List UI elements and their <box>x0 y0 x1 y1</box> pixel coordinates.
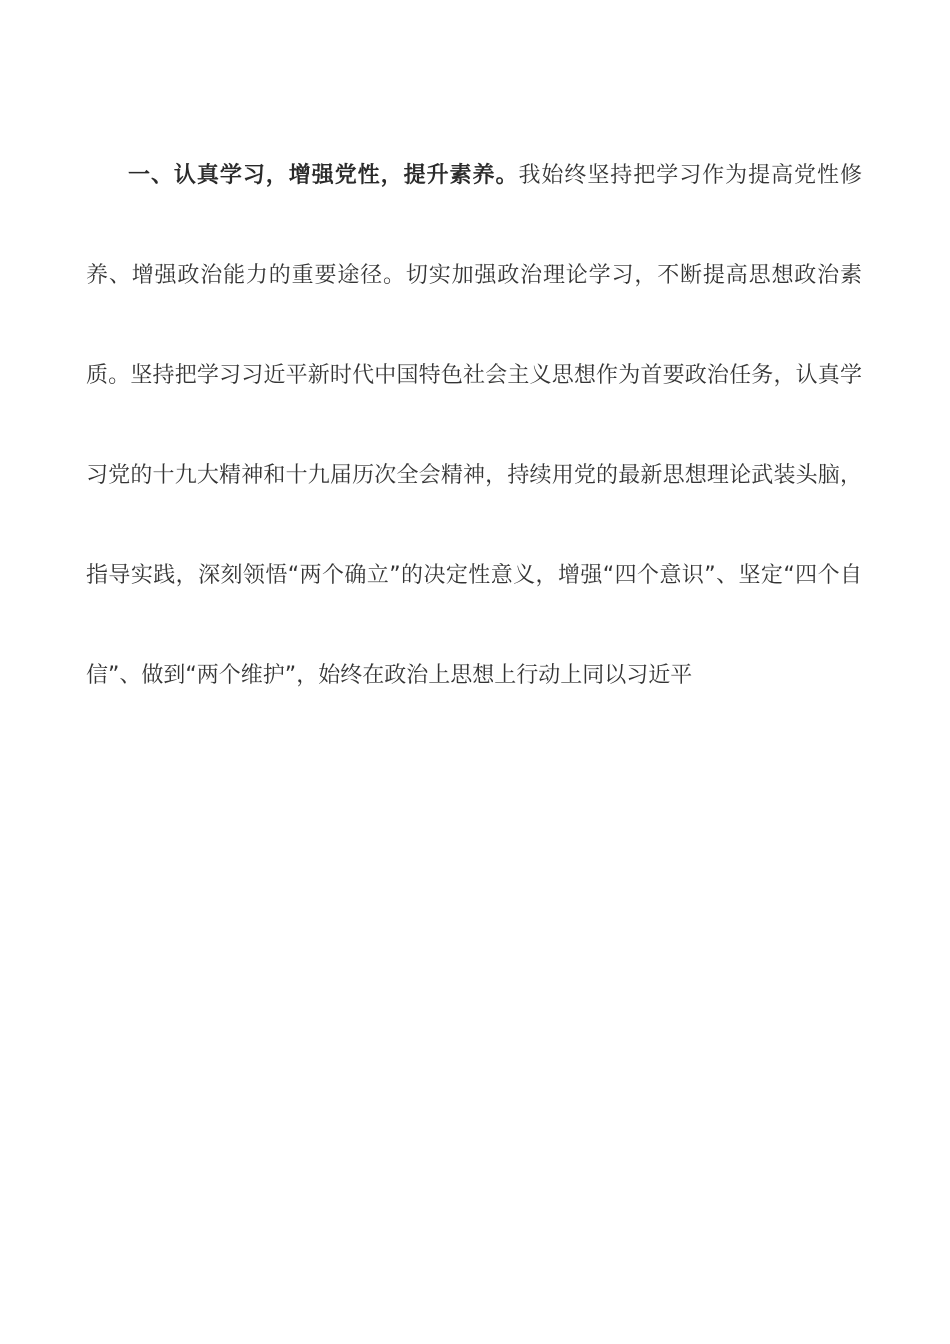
paragraph-body: 我始终坚持把学习作为提高党性修养、增强政治能力的重要途径。切实加强政治理论学习，不断提高思想政治素质。坚持把学习习近平新时代中国特色社会主义思想作为首要政治任务，认真学习党的十九大精神和十九届历次全会精神，持续用党的最新思想理论武装头脑，指导实践，深刻领悟“两个确立”的决定性意义，增强“四个意识”、坚定“四个自信”、做到“两个维护”，始终在政治上思想上行动上同以习近平 <box>86 163 862 688</box>
paragraph-heading: 一、认真学习，增强党性，提升素养。 <box>128 163 519 188</box>
body-paragraph <box>86 126 862 726</box>
